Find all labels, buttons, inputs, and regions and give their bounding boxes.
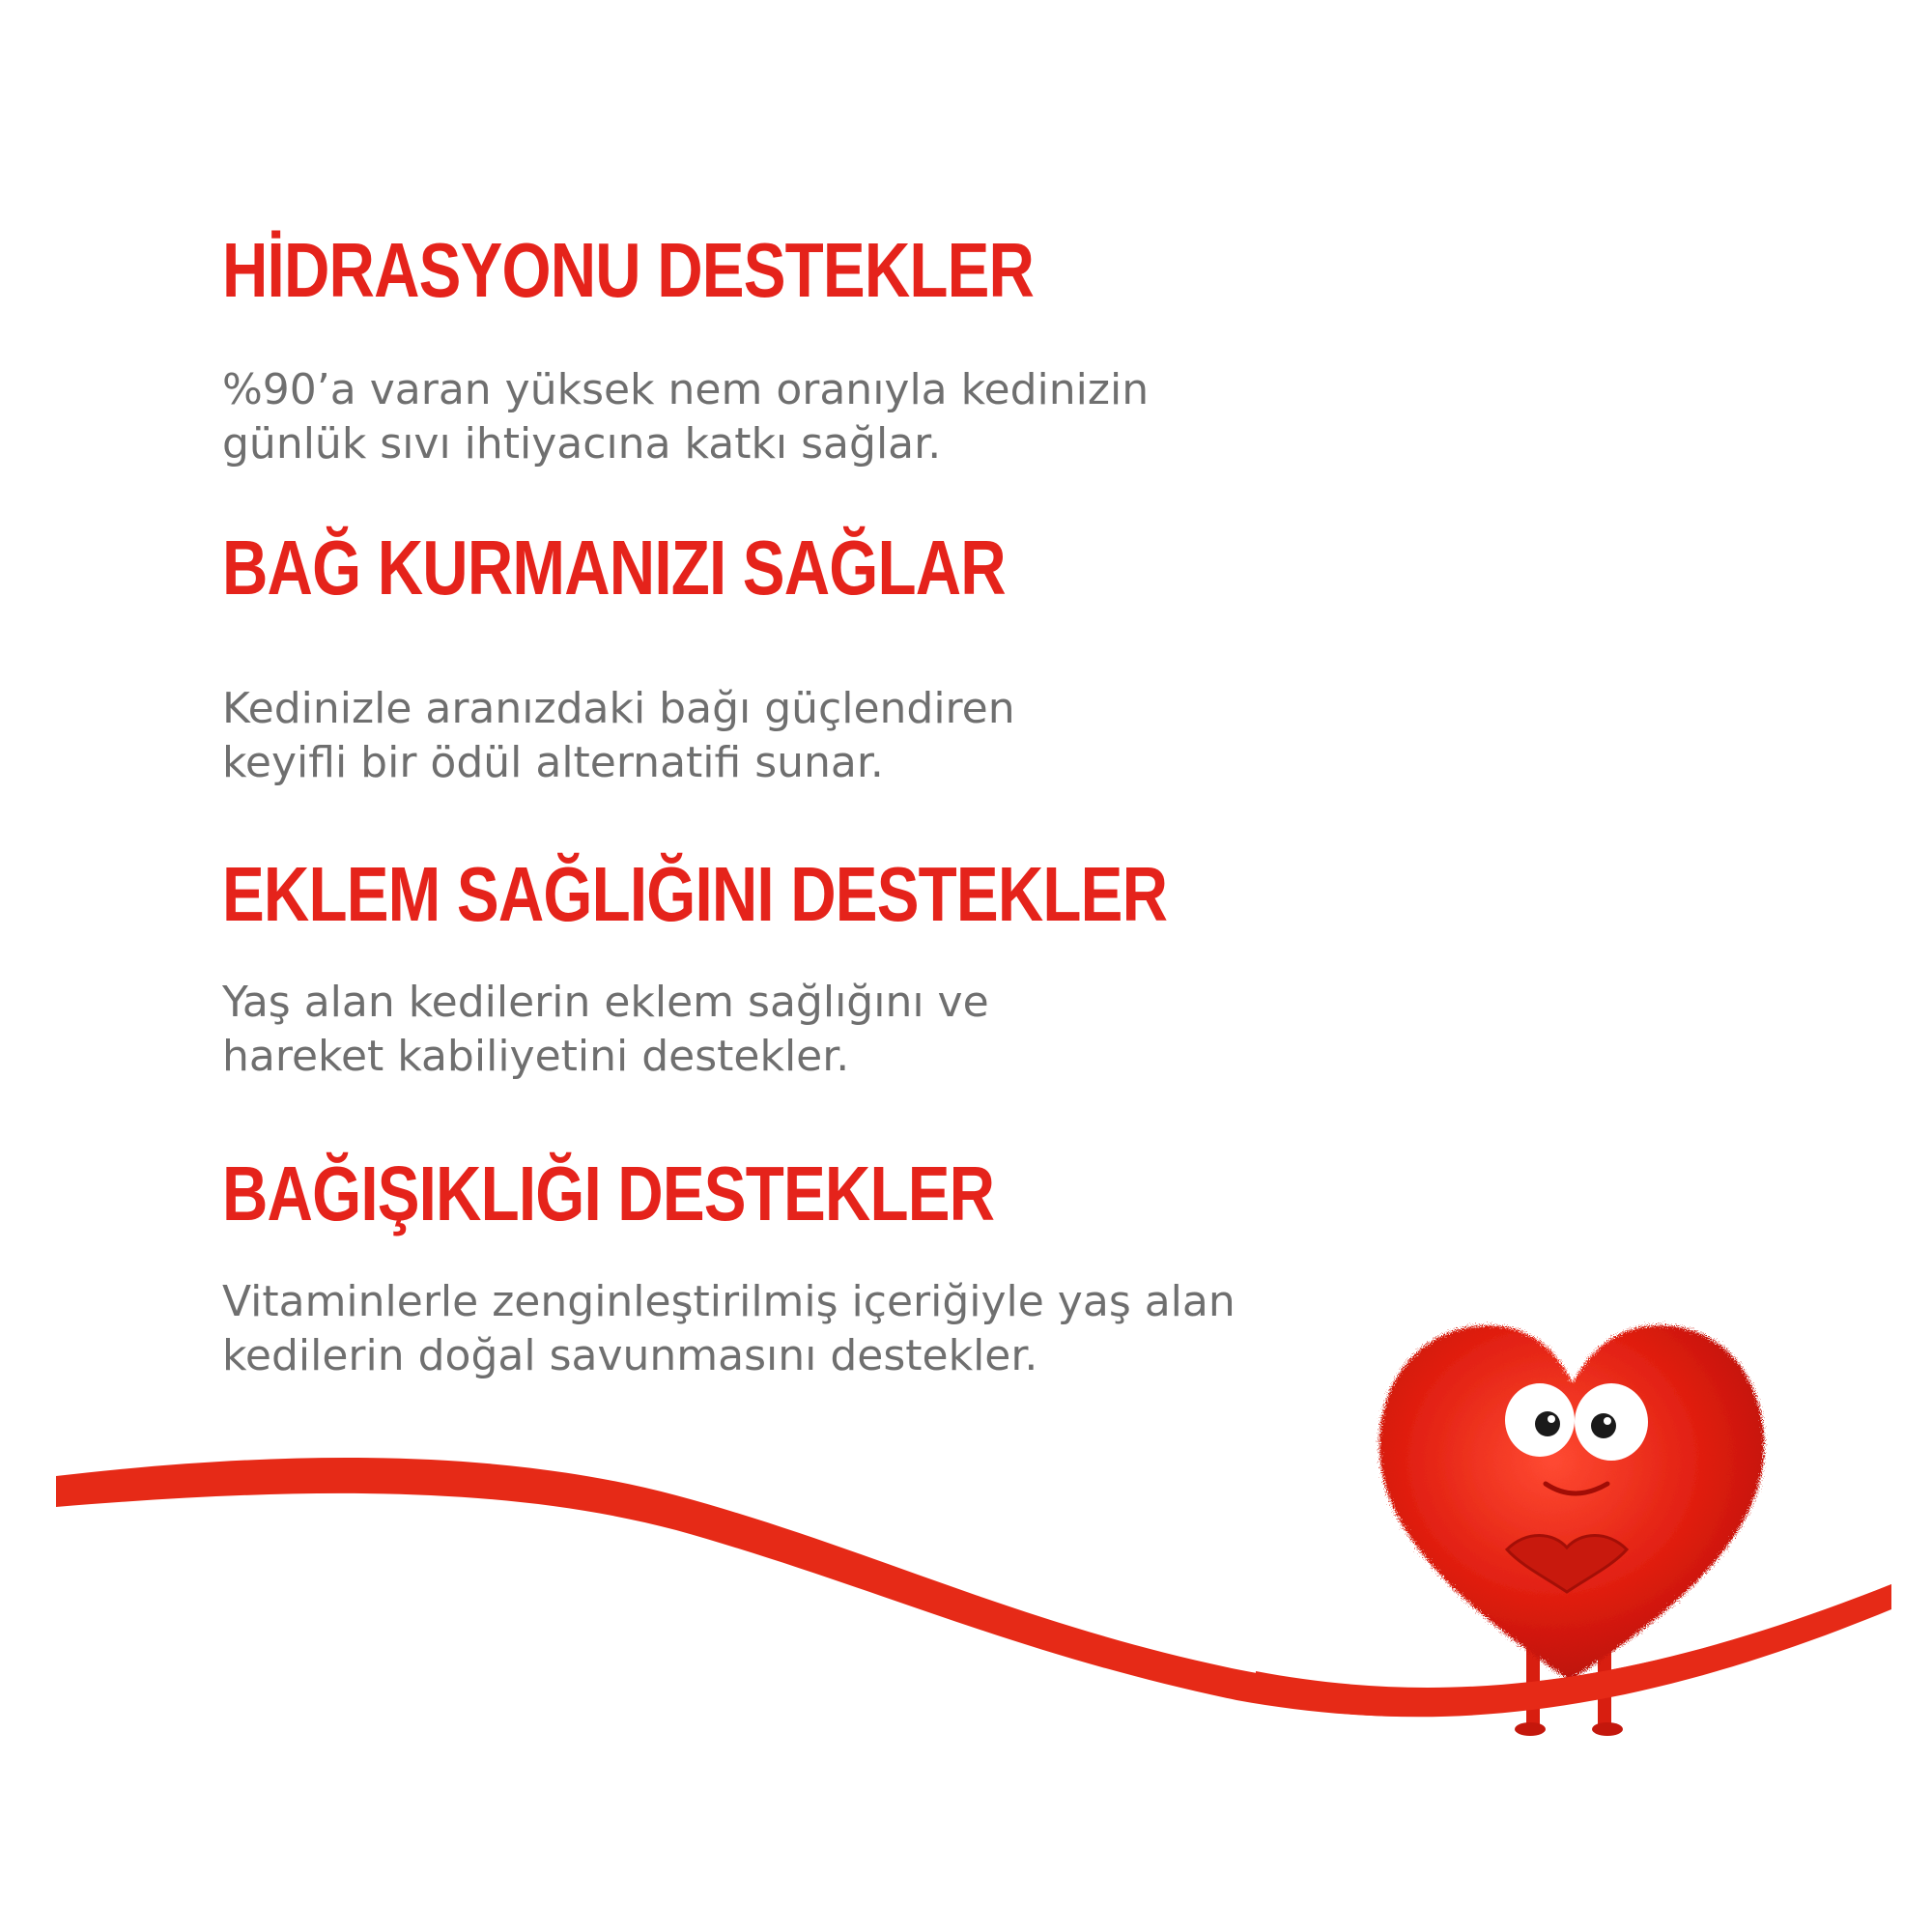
ribbon-band: [56, 1458, 1891, 1717]
feature-title: EKLEM SAĞLIĞINI DESTEKLER: [222, 851, 1168, 937]
feature-hydration: [222, 227, 1381, 471]
feature-description: Kedinizle aranızdaki bağı güçlendiren keyifli bir ödül alternatifi sunar.: [222, 684, 1015, 787]
feature-description: Vitaminlerle zenginleştirilmiş içeriğiyle yaş alan kedilerin doğal savunmasını destekler.: [222, 1277, 1236, 1380]
feature-bonding: [222, 525, 1381, 790]
feature-description: %90’a varan yüksek nem oranıyla kedinizin günlük sıvı ihtiyacına katkı sağlar.: [222, 365, 1150, 469]
fluffy-heart-mascot-icon: [1379, 1325, 1764, 1736]
ribbon-band-front: [1256, 1584, 1891, 1717]
feature-title: HİDRASYONU DESTEKLER: [222, 227, 1035, 313]
feature-title: BAĞIŞIKLIĞI DESTEKLER: [222, 1151, 995, 1236]
feature-description: Yaş alan kedilerin eklem sağlığını ve hareket kabiliyetini destekler.: [222, 978, 989, 1081]
feature-immunity: [222, 1151, 1381, 1383]
feature-title: BAĞ KURMANIZI SAĞLAR: [222, 525, 1006, 611]
feature-joint-health: [222, 851, 1381, 1084]
